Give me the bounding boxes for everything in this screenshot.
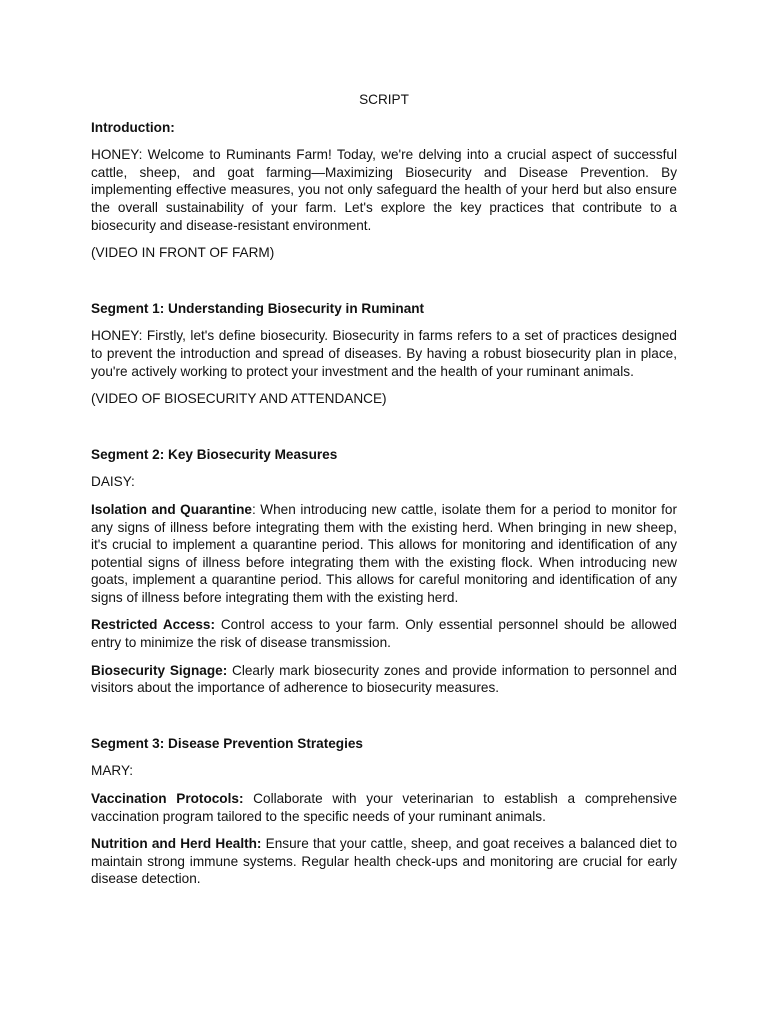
- segment1-heading: Segment 1: Understanding Biosecurity in Ruminant: [91, 300, 425, 316]
- section-gap: [91, 707, 677, 735]
- item-text: Collaborate with your veterinarian to establish a comprehensive vaccination program tailored to the specific needs of your ruminant animals.: [91, 791, 678, 824]
- segment2-speaker: DAISY:: [91, 474, 135, 490]
- document-body: [91, 91, 677, 898]
- segment2-heading: Segment 2: Key Biosecurity Measures: [91, 446, 338, 462]
- section-gap: [91, 272, 677, 300]
- item-text: Control access to your farm. Only essential personnel should be allowed entry to minimize the risk of disease transmission.: [91, 617, 677, 651]
- item-term: Restricted Access:: [91, 617, 215, 633]
- introduction-note: (VIDEO IN FRONT OF FARM): [91, 245, 275, 261]
- segment3-item-nutrition: [91, 835, 677, 888]
- segment2-item-restricted-access: [91, 616, 677, 651]
- segment3-item-vaccination: [91, 790, 677, 825]
- item-text: Clearly mark biosecurity zones and provide information to personnel and visitors about the importance of adherence to biosecurity measures.: [91, 662, 677, 696]
- item-term: Nutrition and Herd Health:: [91, 836, 262, 852]
- segment1-note: (VIDEO OF BIOSECURITY AND ATTENDANCE): [91, 391, 387, 407]
- segment3-heading: Segment 3: Disease Prevention Strategies: [91, 735, 363, 751]
- item-term: Vaccination Protocols:: [91, 791, 244, 807]
- segment2-item-isolation: [91, 501, 677, 607]
- segment2-item-signage: [91, 662, 677, 697]
- introduction-paragraph: HONEY: Welcome to Ruminants Farm! Today, we're delving into a crucial aspect of successful cattle, sheep, and goat farming—Maximizing Biosecurity and Disease Prevention. By implementing effective measures, you not only safeguard the health of your herd but also ensure the overall sustainability of your farm. Let's explore the key practices that contribute to a biosecurity and disease-resistant environment.: [91, 147, 677, 233]
- segment3-speaker: MARY:: [91, 763, 134, 779]
- item-term: Biosecurity Signage:: [91, 662, 228, 678]
- introduction-heading: Introduction:: [91, 119, 175, 135]
- section-gap: [91, 418, 677, 446]
- item-text: : When introducing new cattle, isolate them for a period to monitor for any signs of illness before integrating them with the existing herd. When bringing in new sheep, it's crucial to implement a quarantine period. This allows for monitoring and identification of any potential signs of illness before integrating them with the existing flock. When introducing new goats, implement a quarantine period. This allows for careful monitoring and identification of any signs of illness before integrating them with the existing herd.: [91, 501, 677, 605]
- segment1-paragraph: HONEY: Firstly, let's define biosecurity. Biosecurity in farms refers to a set of practices designed to prevent the introduction and spread of diseases. By having a robust biosecurity plan in place, you're actively working to protect your investment and the health of your ruminant animals.: [91, 328, 677, 379]
- document-title: SCRIPT: [359, 92, 409, 107]
- item-text: Ensure that your cattle, sheep, and goat receives a balanced diet to maintain strong immune systems. Regular health check-ups and monitoring are crucial for early disease detection.: [91, 836, 677, 887]
- item-term: Isolation and Quarantine: [91, 501, 252, 517]
